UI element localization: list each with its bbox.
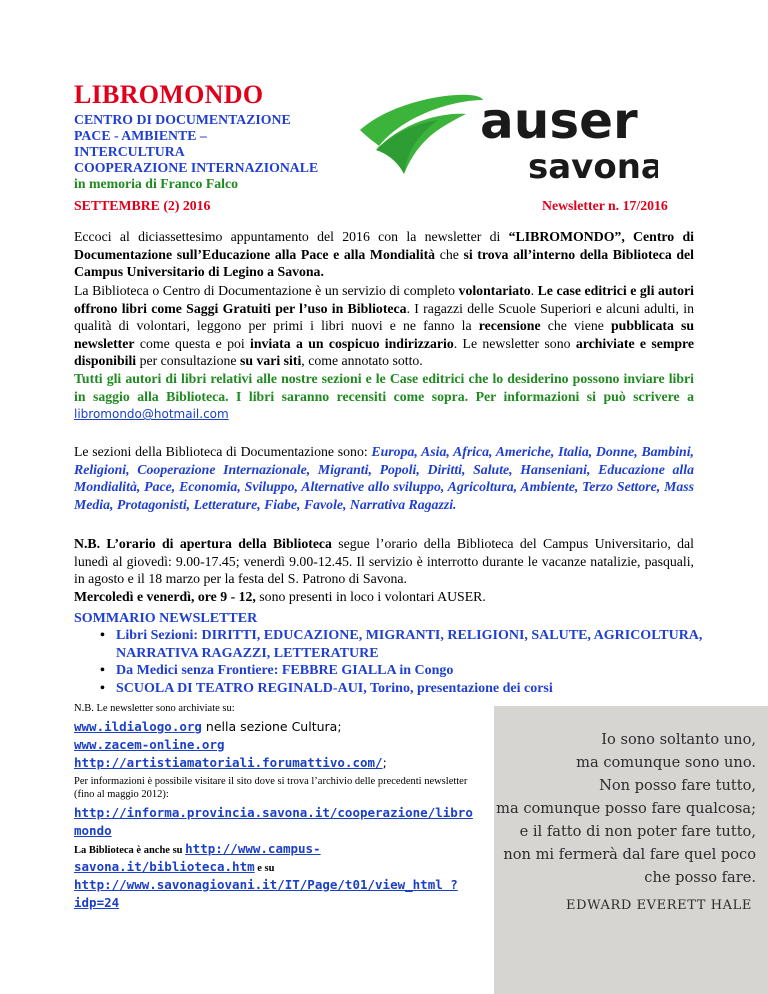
authors-paragraph [74,370,694,424]
text-run: . [530,283,538,298]
text-run: recensione [478,318,541,334]
quote-line: e il fatto di non poter fare tutto, [519,823,756,840]
quote-line: non mi fermerà dal fare quel poco [503,846,756,863]
text-run: pubblicata su newsletter [74,318,695,351]
quote-line: ma comunque posso fare qualcosa; [496,800,756,817]
link-artistiamatoriali[interactable]: http://artistiamatoriali.forumattivo.com/ [74,755,383,770]
text-run: per consultazione [136,353,240,369]
text-run: La Biblioteca o Centro di Documentazione è un servizio di completo [74,283,459,298]
text-run: . Le newsletter sono [453,335,576,351]
link-provincia[interactable]: http://informa.provincia.savona.it/cooperazione/libro mondo [74,805,473,838]
newsletter-number: Newsletter n. 17/2016 [542,198,668,213]
text-run: su vari siti [239,353,302,369]
text-run: ; [382,755,387,770]
sommario-list [74,627,714,697]
text-run: inviata a un cospicuo indirizzario [250,335,454,351]
sommario-item: • Libri Sezioni: DIRITTI, EDUCAZIONE, MIGRANTI, RELIGIONI, SALUTE, AGRICOLTURA, NARRATIVA RAGAZZI, LETTERATURE [104,627,714,662]
logo-swoosh-icon [358,78,658,198]
text-run: La Biblioteca è anche su [74,845,186,856]
text-run: archiviate e sempre disponibili [74,335,695,369]
link-campus[interactable]: http://www.campus-savona.it/biblioteca.htm [74,841,321,874]
text-run: “LIBROMONDO”, Centro di Documentazione sull’Educazione alla Pace e alla Mondialità [74,229,694,262]
subtitle-line: PACE - AMBIENTE – [74,128,207,143]
subtitle-line: CENTRO DI DOCUMENTAZIONE [74,112,291,127]
text-run: si trova all’interno della Biblioteca del Campus Universitario di Legino a Savona. [74,246,694,280]
sommario-section [74,610,714,697]
auser-savona-logo [358,78,658,198]
text-run: Eccoci al diciassettesimo appuntamento del 2016 con la newsletter di [74,229,509,244]
text-run: Le sezioni della Biblioteca di Documentazione sono: [74,444,372,459]
intro-paragraph [74,228,694,281]
sommario-item: • SCUOLA DI TEATRO REGINALD-AUI, Torino, presentazione dei corsi [104,680,714,697]
sommario-item: • Da Medici senza Frontiere: FEBBRE GIALLA in Congo [104,662,714,679]
quote-line: ma comunque sono uno. [576,754,756,771]
text-run: e su [254,863,275,874]
link-ildialogo[interactable]: www.ildialogo.org [74,719,202,734]
text-run: Tutti gli autori di libri relativi alle nostre sezioni e le Case editrici che lo desiderino possono inviare libri in saggio alla Biblioteca. I libri saranno recensiti come sopra. Per informazioni si può scrivere a [74,371,694,404]
issue-date: SETTEMBRE (2) 2016 [74,198,211,213]
quote-image [494,706,768,994]
quote-line: che posso fare. [644,869,756,886]
link-savonagiovani[interactable]: http://www.savonagiovani.it/IT/Page/t01/view_html ?idp=24 [74,877,458,910]
logo-line1: auser [480,92,638,150]
text-run: Le case editrici e gli autori offrono libri come Saggi Gratuiti per l’uso in Biblioteca [74,283,694,316]
text-run: segue l’orario della Biblioteca del Campus Universitario, dal lunedì al giovedì: 9.00-17.45; venerdì 9.00-12.45. Il servizio è interrotto durante le vacanze natalizie, pasquali, in agosto e il 18 marzo per la festa del S. Patrono di Savona. [74,536,695,587]
page-title: LIBROMONDO [74,80,264,109]
volunteer-paragraph [74,282,694,370]
text-run: N.B. L’orario di apertura della Biblioteca [74,536,332,551]
text-run: che viene [540,318,611,334]
subtitle-line: INTERCULTURA [74,144,185,159]
hours-paragraph [74,535,694,605]
email-link[interactable]: libromondo@hotmail.com [74,407,229,422]
link-zacem[interactable]: www.zacem-online.org [74,737,225,752]
archive-section [74,702,484,913]
subtitle-line: COOPERAZIONE INTERNAZIONALE [74,160,319,175]
text-run: nella sezione Cultura; [201,719,342,734]
quote-author: EDWARD EVERETT HALE [566,898,752,913]
sections-paragraph [74,443,694,513]
logo-line2: savona [528,147,658,187]
text-run: Mercoledì e venerdì, ore 9 - 12, [74,588,256,604]
sections-list: Europa, Asia, Africa, Americhe, Italia, Donne, Bambini, Religioni, Cooperazione Internazionale, Migranti, Popoli, Diritti, Salute, Hanseniani, Educazione alla Mondialità, Pace, Economia, Sviluppo, Alternative allo sviluppo, Agricoltura, Ambiente, Terzo Settore, Mass Media, Protagonisti, Letterature, Fiabe, Favole, Narrativa Ragazzi. [74,444,694,512]
archive-info: Per informazioni è possibile visitare il sito dove si trova l’archivio delle precedenti newsletter (fino al maggio 2012): [74,776,468,800]
text-run: , come annotato sotto. [301,353,423,369]
text-run: volontariato [458,283,531,298]
archive-note: N.B. Le newsletter sono archiviate su: [74,703,235,714]
quote-line: Io sono soltanto uno, [601,731,756,748]
text-run: come questa e poi [134,335,251,351]
memoria-line: in memoria di Franco Falco [74,176,238,191]
quote-line: Non posso fare tutto, [599,777,756,794]
subtitle-block [74,112,318,192]
sommario-title: SOMMARIO NEWSLETTER [74,611,258,626]
text-run: sono presenti in loco i volontari AUSER. [255,588,486,604]
text-run: che [435,246,464,262]
text-run: . I ragazzi delle Scuole Superiori e alcuni adulti, in qualità di volontari, leggono per primi i libri nuovi e ne fanno la [74,300,694,334]
